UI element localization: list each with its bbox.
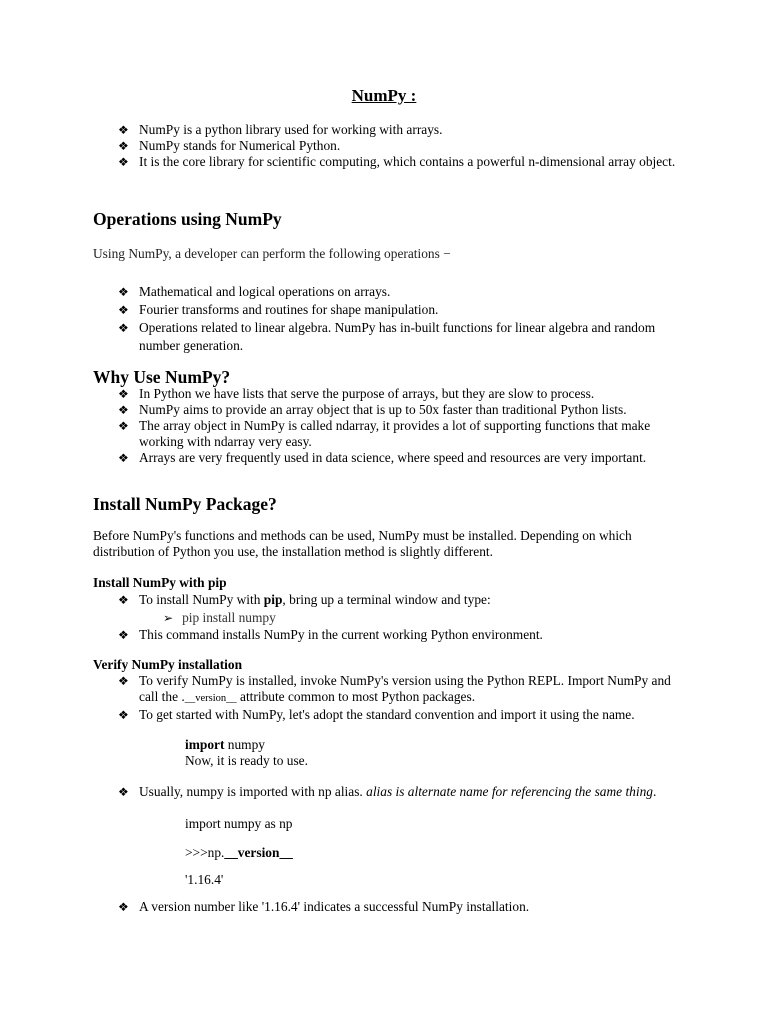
import-np-line: import numpy as np — [185, 816, 293, 831]
list-item: ❖ A version number like '1.16.4' indicates a successful NumPy installation. — [118, 899, 530, 914]
intro-list — [118, 122, 678, 170]
diamond-bullet-icon: ❖ — [118, 155, 129, 169]
list-item: ❖ NumPy aims to provide an array object that is up to 50x faster than traditional Python lists. — [118, 402, 627, 417]
diamond-bullet-icon: ❖ — [118, 708, 129, 722]
operations-heading: Operations using NumPy — [93, 209, 282, 229]
list-item: ❖ Operations related to linear algebra. NumPy has in-built functions for linear algebra and random number generation. — [118, 320, 656, 353]
list-item: ❖ To install NumPy with pip, bring up a terminal window and type: — [118, 592, 491, 607]
pip-list-2 — [118, 627, 678, 643]
why-list — [118, 386, 678, 466]
diamond-bullet-icon: ❖ — [118, 593, 129, 607]
list-item: ❖ In Python we have lists that serve the purpose of arrays, but they are slow to process. — [118, 386, 595, 401]
verify-subheading: Verify NumPy installation — [93, 657, 243, 672]
list-item: ❖ NumPy stands for Numerical Python. — [118, 138, 341, 153]
why-heading: Why Use NumPy? — [93, 367, 231, 387]
list-item: ❖ To verify NumPy is installed, invoke NumPy's version using the Python REPL. Import NumPy and call the .__version__ attribute common to most Python packages. — [118, 673, 671, 704]
list-item: ❖ The array object in NumPy is called ndarray, it provides a lot of supporting functions that make working with ndarray very easy. — [118, 418, 651, 449]
install-paragraph: Before NumPy's functions and methods can be used, NumPy must be installed. Depending on which distribution of Python you use, the installation method is slightly different. — [93, 528, 632, 559]
version-prompt: >>>np.__version__ — [185, 845, 293, 860]
list-item: ❖ This command installs NumPy in the current working Python environment. — [118, 627, 543, 642]
page-title: NumPy : — [351, 86, 417, 105]
list-item: ❖ It is the core library for scientific computing, which contains a powerful n-dimensional array object. — [118, 154, 676, 169]
diamond-bullet-icon: ❖ — [118, 628, 129, 642]
diamond-bullet-icon: ❖ — [118, 403, 129, 417]
list-item: ❖ Mathematical and logical operations on arrays. — [118, 284, 391, 299]
pip-command: ➢ pip install numpy — [163, 610, 276, 625]
pip-list — [118, 592, 678, 608]
list-item: ❖ Usually, numpy is imported with np alias. alias is alternate name for referencing the same thing. — [118, 784, 657, 799]
install-heading: Install NumPy Package? — [93, 494, 277, 514]
diamond-bullet-icon: ❖ — [118, 387, 129, 401]
pip-subheading: Install NumPy with pip — [93, 575, 227, 590]
diamond-bullet-icon: ❖ — [118, 321, 129, 335]
diamond-bullet-icon: ❖ — [118, 451, 129, 465]
alias-list — [118, 784, 678, 800]
list-item: ❖ To get started with NumPy, let's adopt the standard convention and import it using the name. — [118, 707, 635, 722]
verify-list — [118, 673, 678, 723]
import-line: import numpy — [185, 737, 265, 752]
diamond-bullet-icon: ❖ — [118, 285, 129, 299]
operations-lead: Using NumPy, a developer can perform the following operations − — [93, 246, 451, 261]
final-list — [118, 899, 678, 915]
list-item: ❖ NumPy is a python library used for working with arrays. — [118, 122, 443, 137]
version-output: '1.16.4' — [185, 872, 224, 887]
diamond-bullet-icon: ❖ — [118, 785, 129, 799]
ready-text: Now, it is ready to use. — [185, 753, 308, 768]
list-item: ❖ Fourier transforms and routines for shape manipulation. — [118, 302, 439, 317]
diamond-bullet-icon: ❖ — [118, 900, 129, 914]
diamond-bullet-icon: ❖ — [118, 674, 129, 688]
diamond-bullet-icon: ❖ — [118, 139, 129, 153]
diamond-bullet-icon: ❖ — [118, 419, 129, 433]
operations-list — [118, 283, 678, 355]
diamond-bullet-icon: ❖ — [118, 303, 129, 317]
list-item: ❖ Arrays are very frequently used in data science, where speed and resources are very important. — [118, 450, 647, 465]
arrow-bullet-icon: ➢ — [163, 611, 174, 625]
diamond-bullet-icon: ❖ — [118, 123, 129, 137]
